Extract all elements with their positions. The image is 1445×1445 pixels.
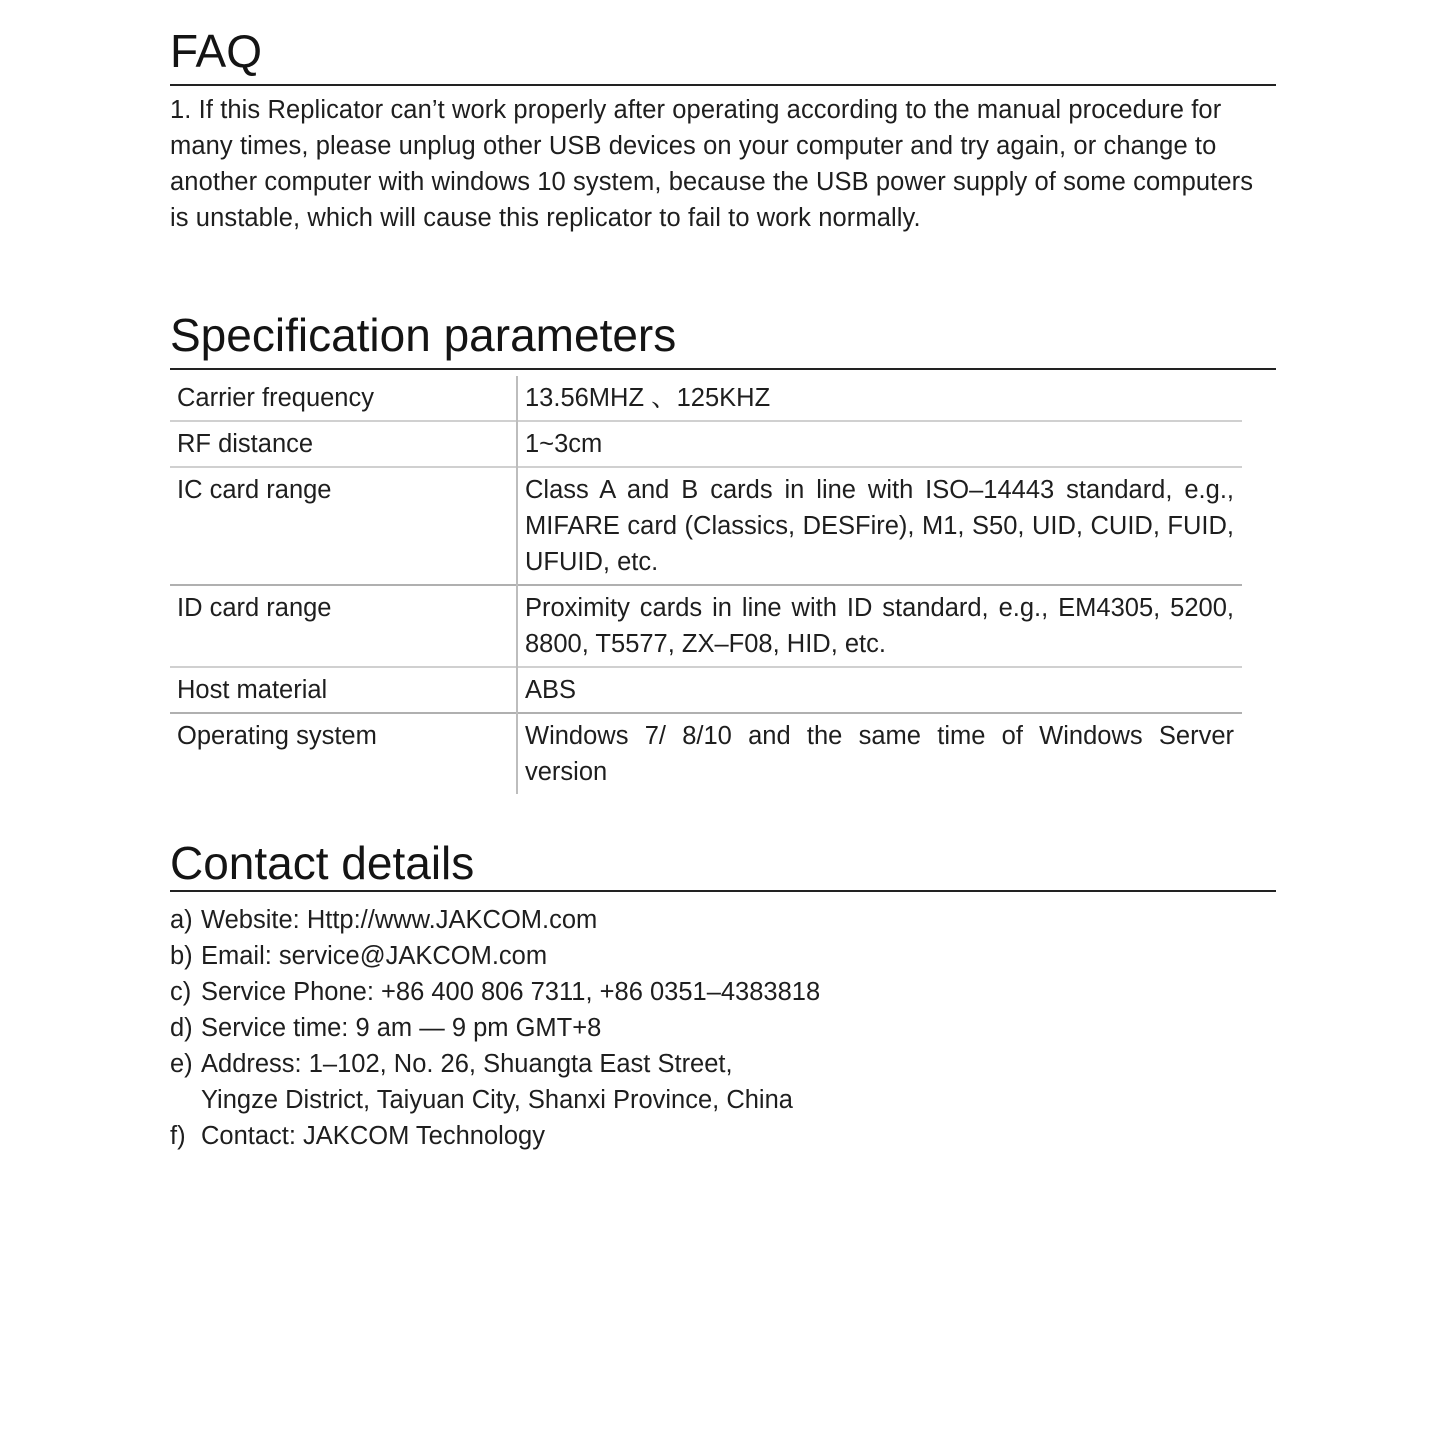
spec-key: Carrier frequency <box>170 376 517 421</box>
table-row <box>170 421 1242 467</box>
contact-title: Contact details <box>170 838 1276 892</box>
spec-section <box>170 310 1276 794</box>
spec-value: 13.56MHZ 、125KHZ <box>525 384 771 412</box>
list-item-label: e) <box>170 1050 193 1078</box>
list-item-label: b) <box>170 942 193 970</box>
spec-key: RF distance <box>170 421 517 467</box>
contact-section <box>170 838 1276 1154</box>
table-row <box>170 667 1242 713</box>
contact-company: Contact: JAKCOM Technology <box>201 1122 545 1150</box>
list-item <box>170 1118 1276 1154</box>
spec-value: ABS <box>517 667 1242 713</box>
faq-item: 1. If this Replicator can’t work properly after operating according to the manual procedure for many times, please unplug other USB devices on your computer and try again, or change to another computer with windows 10 system, because the USB power supply of some computers is unstable, which will cause this replicator to fail to work normally. <box>170 96 1254 232</box>
contact-phone: Service Phone: +86 400 806 7311, +86 0351–4383818 <box>201 978 821 1006</box>
list-item-label: a) <box>170 906 193 934</box>
table-row <box>170 713 1242 794</box>
contact-address-line1: Address: 1–102, No. 26, Shuangta East Street, <box>201 1050 733 1078</box>
table-row <box>170 467 1242 585</box>
list-item <box>170 974 1276 1010</box>
list-item <box>170 938 1276 974</box>
contact-service-time: Service time: 9 am — 9 pm GMT+8 <box>201 1014 602 1042</box>
list-item-label: c) <box>170 978 192 1006</box>
contact-website: Website: Http://www.JAKCOM.com <box>201 906 598 934</box>
faq-section <box>170 26 1276 236</box>
spec-key: IC card range <box>170 467 517 585</box>
spec-title: Specification parameters <box>170 310 1276 370</box>
spec-value: Proximity cards in line with ID standard, e.g., EM4305, 5200, 8800, T5577, ZX–F08, HID, etc. <box>517 585 1242 667</box>
list-item <box>170 1010 1276 1046</box>
contact-email: Email: service@JAKCOM.com <box>201 942 548 970</box>
contact-list <box>170 902 1276 1154</box>
spec-key: Operating system <box>170 713 517 794</box>
list-item <box>170 902 1276 938</box>
spec-table <box>170 376 1242 794</box>
list-item-label: d) <box>170 1014 193 1042</box>
list-item-label: f) <box>170 1122 186 1150</box>
list-item-label <box>170 1082 201 1118</box>
spec-value: Class A and B cards in line with ISO–14443 standard, e.g., MIFARE card (Classics, DESFire), M1, S50, UID, CUID, FUID, UFUID, etc. <box>517 467 1242 585</box>
faq-title: FAQ <box>170 26 1276 86</box>
spec-key: ID card range <box>170 585 517 667</box>
spec-key: Host material <box>170 667 517 713</box>
table-row <box>170 585 1242 667</box>
spec-value: Windows 7/ 8/10 and the same time of Windows Server version <box>517 713 1242 794</box>
spec-value: 1~3cm <box>517 421 1242 467</box>
table-row <box>170 376 1242 421</box>
list-item <box>170 1046 1276 1082</box>
list-item <box>170 1082 1276 1118</box>
contact-address-line2: Yingze District, Taiyuan City, Shanxi Province, China <box>201 1086 793 1114</box>
